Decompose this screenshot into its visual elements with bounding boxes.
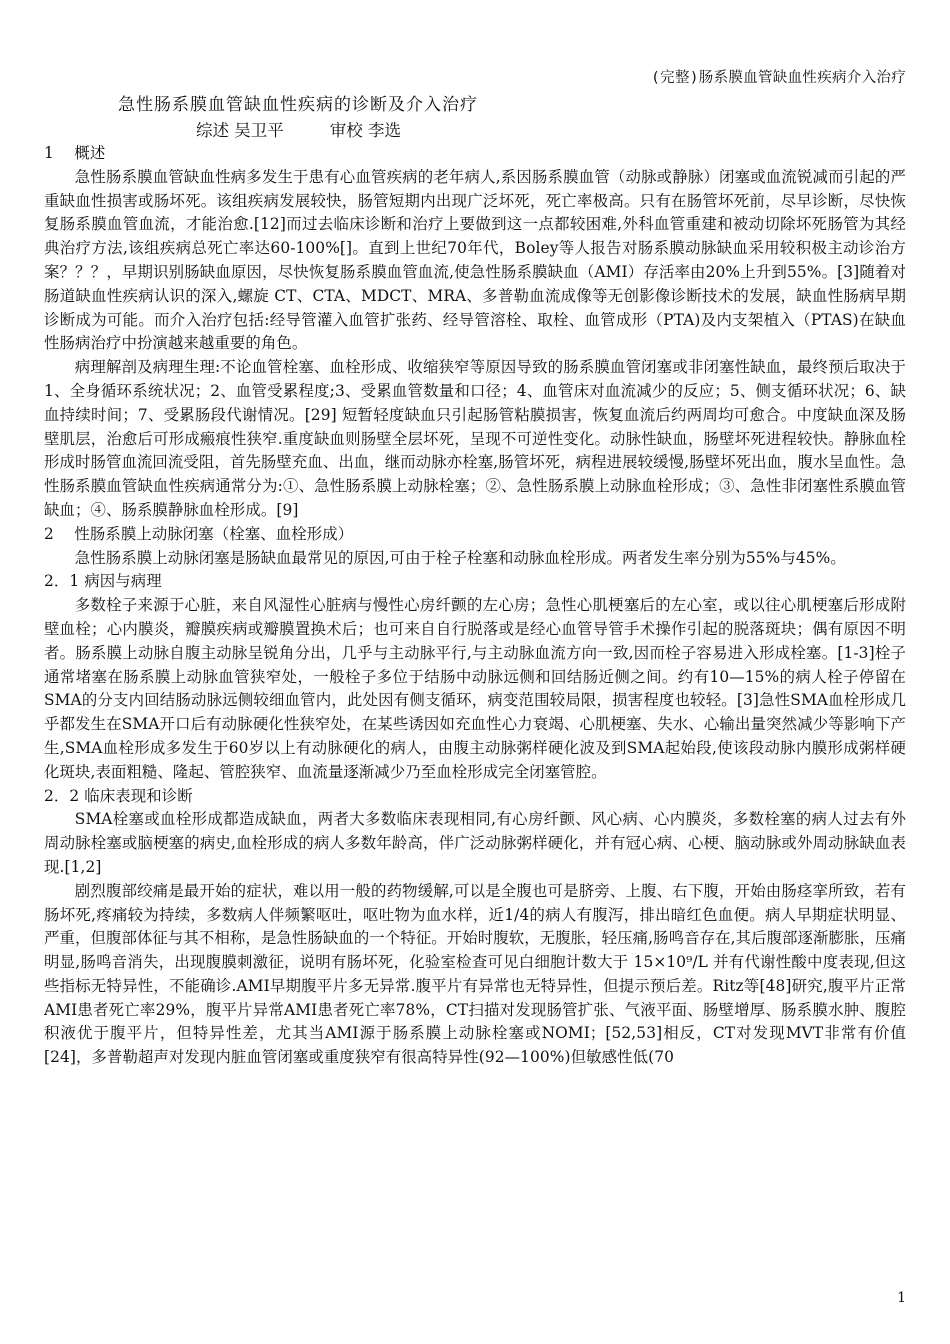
paragraph: 急性肠系膜血管缺血性病多发生于患有心血管疾病的老年病人,系因肠系膜血管（动脉或静脉）闭塞或血流锐减而引起的严重缺血性损害或肠坏死。该组疾病发展较快，肠管短期内出现广泛坏死，死亡率极高。只有在肠管坏死前，尽早诊断，尽快恢复肠系膜血管血流，才能治愈.[12]而过去临床诊断和治疗上要做到这一点都较困难,外科血管重建和被动切除坏死肠管为其经典治疗方法,该组疾病总死亡率达60-100%[]。直到上世纪70年代，Boley等人报告对肠系膜动脉缺血采用较积极主动诊治方案？？？，早期识别肠缺血原因，尽快恢复肠系膜血管血流,使急性肠系膜缺血（AMI）存活率由20%上升到55%。[3]随着对肠道缺血性疾病认识的深入,螺旋 CT、CTA、MDCT、MRA、多普勒血流成像等无创影像诊断技术的发展，缺血性肠病早期诊断成为可能。而介入治疗包括:经导管灌入血管扩张药、经导管溶栓、取栓、血管成形（PTA)及内支架植入（PTAS)在缺血性肠病治疗中扮演越来越重要的角色。 [44, 167, 907, 353]
document-title: 急性肠系膜血管缺血性疾病的诊断及介入治疗 [118, 95, 478, 115]
subsection-heading: 2．2 临床表现和诊断 [44, 786, 193, 805]
page-number: 1 [897, 1290, 906, 1306]
paragraph: 剧烈腹部绞痛是最开始的症状，难以用一般的药物缓解,可以是全腹也可是脐旁、上腹、右下腹，开始由肠痉挛所致，若有肠坏死,疼痛较为持续，多数病人伴频繁呕吐，呕吐物为血水样，近1/4的病人有腹泻，排出暗红色血便。病人早期症状明显、严重，但腹部体征与其不相称，是急性肠缺血的一个特征。开始时腹软，无腹胀，轻压痛,肠鸣音存在,其后腹部逐渐膨胀，压痛明显,肠鸣音消失，出现腹膜刺激征，说明有肠坏死，化验室检查可见白细胞计数大于 15×10⁹/L 并有代谢性酸中度表现,但这些指标无特异性，不能确诊.AMI早期腹平片多无异常.腹平片有异常也无特异性，但提示预后差。Ritz等[48]研究,腹平片正常AMI患者死亡率29%，腹平片异常AMI患者死亡率78%，CT扫描对发现肠管扩张、气液平面、肠壁增厚、肠系膜水肿、腹腔积液优于腹平片，但特异性差，尤其当AMI源于肠系膜上动脉栓塞或NOMI；[52,53]相反，CT对发现MVT非常有价值[24]，多普勒超声对发现内脏血管闭塞或重度狭窄有很高特异性(92—100%)但敏感性低(70 [44, 881, 906, 1067]
section-heading: 1 概述 [44, 144, 106, 162]
paragraph: 急性肠系膜上动脉闭塞是肠缺血最常见的原因,可由于栓子栓塞和动脉血栓形成。两者发生率分别为55%与45%。 [74, 548, 846, 567]
running-header: (完整)肠系膜血管缺血性疾病介入治疗 [651, 70, 906, 86]
paragraph: SMA栓塞或血栓形成都造成缺血，两者大多数临床表现相同,有心房纤颤、风心病、心内膜炎，多数栓塞的病人过去有外周动脉栓塞或脑梗塞的病史,血栓形成的病人多数年龄高，伴广泛动脉粥样硬化，并有冠心病、心梗、脑动脉或外周动脉缺血表现.[1,2] [44, 810, 906, 876]
paragraph: 多数栓子来源于心脏，来自风湿性心脏病与慢性心房纤颤的左心房；急性心肌梗塞后的左心室，或以往心肌梗塞后形成附壁血栓；心内膜炎，瓣膜疾病或瓣膜置换术后；也可来自自行脱落或是经心血管导管手术操作引起的脱落斑块；偶有原因不明者。肠系膜上动脉自腹主动脉呈锐角分出，几乎与主动脉平行,与主动脉血流方向一致,因而栓子容易进入形成栓塞。[1-3]栓子通常堵塞在肠系膜上动脉血管狭窄处，一般栓子多位于结肠中动脉远侧和回结肠近侧之间。约有10—15%的病人栓子停留在SMA的分支内回结肠动脉远侧较细血管内，此处因有侧支循环，病变范围较局限，损害程度也较轻。[3]急性SMA血栓形成几乎都发生在SMA开口后有动脉硬化性狭窄处，在某些诱因如充血性心力衰竭、心肌梗塞、失水、心输出量突然减少等影响下产生,SMA血栓形成多发生于60岁以上有动脉硬化的病人，由腹主动脉粥样硬化波及到SMA起始段,使该段动脉内膜形成粥样硬化斑块,表面粗糙、隆起、管腔狭窄、血流量逐渐减少乃至血栓形成完全闭塞管腔。 [44, 596, 906, 781]
reviewer-credit: 审校 李选 [329, 121, 401, 140]
byline [196, 117, 401, 141]
body-text [44, 142, 906, 1070]
paragraph: 病理解剖及病理生理:不论血管栓塞、血栓形成、收缩狭窄等原因导致的肠系膜血管闭塞或非闭塞性缺血，最终预后取决于1、全身循环系统状况；2、血管受累程度;3、受累血管数量和口径；4、血管床对血流减少的反应；5、侧支循环状况；6、缺血持续时间；7、受累肠段代谢情况。[29] 短暂轻度缺血只引起肠管粘膜损害，恢复血流后约两周均可愈合。中度缺血深及肠壁肌层，治愈后可形成瘢痕性狭窄.重度缺血则肠壁全层坏死，呈现不可逆性变化。动脉性缺血，肠壁坏死进程较快。静脉血栓形成时肠管血流回流受阻，首先肠壁充血、出血，继而动脉亦栓塞,肠管坏死，病程进展较缓慢,肠壁坏死出血，腹水呈血性。急性肠系膜血管缺血性疾病通常分为:①、急性肠系膜上动脉栓塞；②、急性肠系膜上动脉血栓形成；③、急性非闭塞性系膜血管缺血；④、肠系膜静脉血栓形成。[9] [44, 358, 906, 519]
section-heading: 2 性肠系膜上动脉闭塞（栓塞、血栓形成） [44, 524, 354, 543]
author-credit: 综述 吴卫平 [196, 121, 284, 140]
subsection-heading: 2．1 病因与病理 [44, 572, 162, 591]
